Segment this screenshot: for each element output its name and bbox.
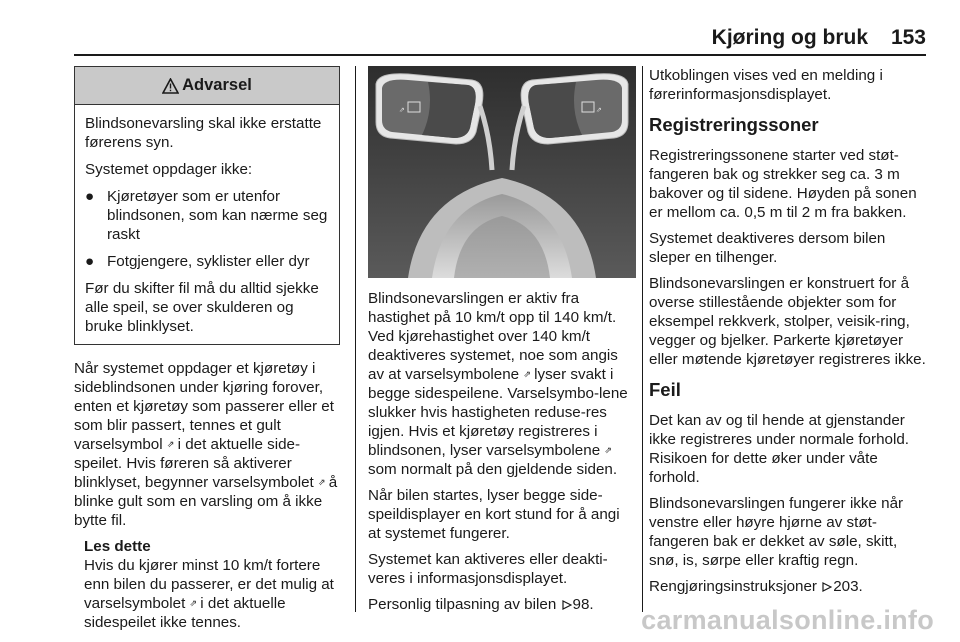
svg-text:⇗: ⇗: [399, 107, 405, 114]
section-heading: Feil: [649, 379, 681, 400]
page-reference-arrow-icon: [562, 600, 572, 610]
text-run: som normalt på den gjeldende siden.: [368, 461, 618, 478]
warning-box: [74, 66, 340, 345]
car-mirrors-illustration-icon: [368, 66, 636, 278]
page-header-title: Kjøring og bruk: [711, 26, 868, 49]
warning-body: [75, 105, 339, 344]
watermark: carmanualsonline.info: [641, 605, 934, 635]
blind-spot-symbol-icon: ⇗: [317, 477, 325, 487]
text-run: Blindsonevarslingen er aktiv fra hastighet på 10 km/t opp til 140 km/t. Ved kjørehastighet over 140 km/t deaktiveres systemet, noe som angis av at varselsymbolene: [368, 290, 618, 383]
blind-spot-symbol-icon: ⇗: [604, 445, 611, 455]
paragraph: Blindsonevarslingen er konstruert for å overse stillestående objekter som for eksempel rekkverk, stolper, veisik-ring, vegger og bjelker. Parkerte kjøretøyer eller møtende kjøretøyer registreres ikke.: [649, 275, 926, 368]
paragraph: [368, 289, 636, 479]
text-run: i det aktuelle sidespeilet ikke tennes.: [84, 595, 286, 631]
warning-title: Advarsel: [182, 76, 252, 94]
page-reference-arrow-icon: [822, 582, 832, 592]
paragraph: [74, 359, 340, 530]
mirror-illustration: [368, 66, 636, 278]
page-number: 153: [890, 26, 926, 49]
note-title: Les dette: [84, 538, 151, 555]
text-run: Hvis du kjører minst 10 km/t fortere enn bilen du passerer, er det mulig at varselsymbolet: [84, 557, 334, 612]
blind-spot-symbol-icon: ⇗: [523, 369, 530, 379]
paragraph: Utkoblingen vises ved en melding i førerinformasjonsdisplayet.: [649, 67, 883, 103]
column-left: [74, 66, 340, 632]
warning-bullet: [85, 187, 329, 244]
paragraph: Systemet kan aktiveres eller deakti-veres i informasjonsdisplayet.: [368, 551, 608, 587]
cross-reference: [649, 577, 927, 596]
text-run: Rengjøringsinstruksjoner: [649, 578, 822, 595]
note-text: [84, 556, 340, 632]
warning-text-3: Før du skifter fil må du alltid sjekke alle speil, se over skulderen og bruke blinklyset.: [85, 280, 319, 335]
text-run: Når systemet oppdager et kjøretøy i sideblindsonen under kjøring forover, enten et kjøretøy som passerer eller et som blir passert, tennes et gult varselsymbol: [74, 360, 334, 453]
text-run: i det aktuelle side-speilet. Hvis føreren så aktiverer blinklyset, begynner varselsymbolet: [74, 436, 318, 491]
warning-triangle-icon: [162, 78, 179, 94]
column-divider: [642, 66, 643, 612]
column-middle: [368, 66, 636, 621]
svg-text:⇗: ⇗: [596, 107, 602, 114]
note-box: [74, 537, 340, 632]
paragraph: Registreringssonene starter ved støt-fangeren bak og strekker seg ca. 3 m bakover og til sidene. Høyden på sonen er mellom ca. 0,5 m til 2 m fra bakken.: [649, 147, 917, 221]
bullet-dot-icon: ●: [85, 253, 95, 270]
warning-bullet-text: Kjøretøyer som er utenfor blindsonen, som kan nærme seg raskt: [107, 188, 328, 243]
paragraph: Det kan av og til hende at gjenstander ikke registreres under normale forhold. Risikoen for dette øker under våte forhold.: [649, 412, 909, 486]
column-right: [649, 66, 927, 603]
warning-header: [75, 67, 339, 105]
warning-bullet-text: Fotgjengere, syklister eller dyr: [107, 253, 310, 270]
paragraph: Systemet deaktiveres dersom bilen sleper en tilhenger.: [649, 230, 886, 266]
blind-spot-symbol-icon: ⇗: [189, 598, 197, 608]
blind-spot-symbol-icon: ⇗: [166, 439, 174, 449]
warning-text-1: Blindsonevarsling skal ikke erstatte førerens syn.: [85, 115, 322, 151]
bullet-dot-icon: ●: [85, 188, 95, 205]
warning-text-2: Systemet oppdager ikke:: [85, 161, 253, 178]
text-run: Personlig tilpasning av bilen: [368, 596, 561, 613]
text-run: lyser svakt i begge sidespeilene. Varselsymbo-lene slukker hvis hastigheten reduse-res igjen. Hvis et kjøretøy registreres i blindsonen, lyser varselsymbolene: [368, 366, 628, 459]
warning-bullet: [85, 252, 329, 271]
header-rule: [74, 54, 926, 56]
cross-reference: [368, 595, 636, 614]
page-reference-link: 98.: [572, 596, 594, 613]
paragraph: Blindsonevarslingen fungerer ikke når venstre eller høyre hjørne av støt-fangeren bak er dekket av søle, skitt, snø, is, sørpe eller kraftig regn.: [649, 495, 904, 569]
column-divider: [355, 66, 356, 612]
text-run: å blinke gult som en varsling om å ikke bytte fil.: [74, 474, 338, 529]
section-heading: Registreringssoner: [649, 114, 819, 135]
page-reference-link: 203.: [833, 578, 863, 595]
paragraph: Når bilen startes, lyser begge side-speildisplayer en kort stund for å angi at systemet fungerer.: [368, 487, 620, 542]
